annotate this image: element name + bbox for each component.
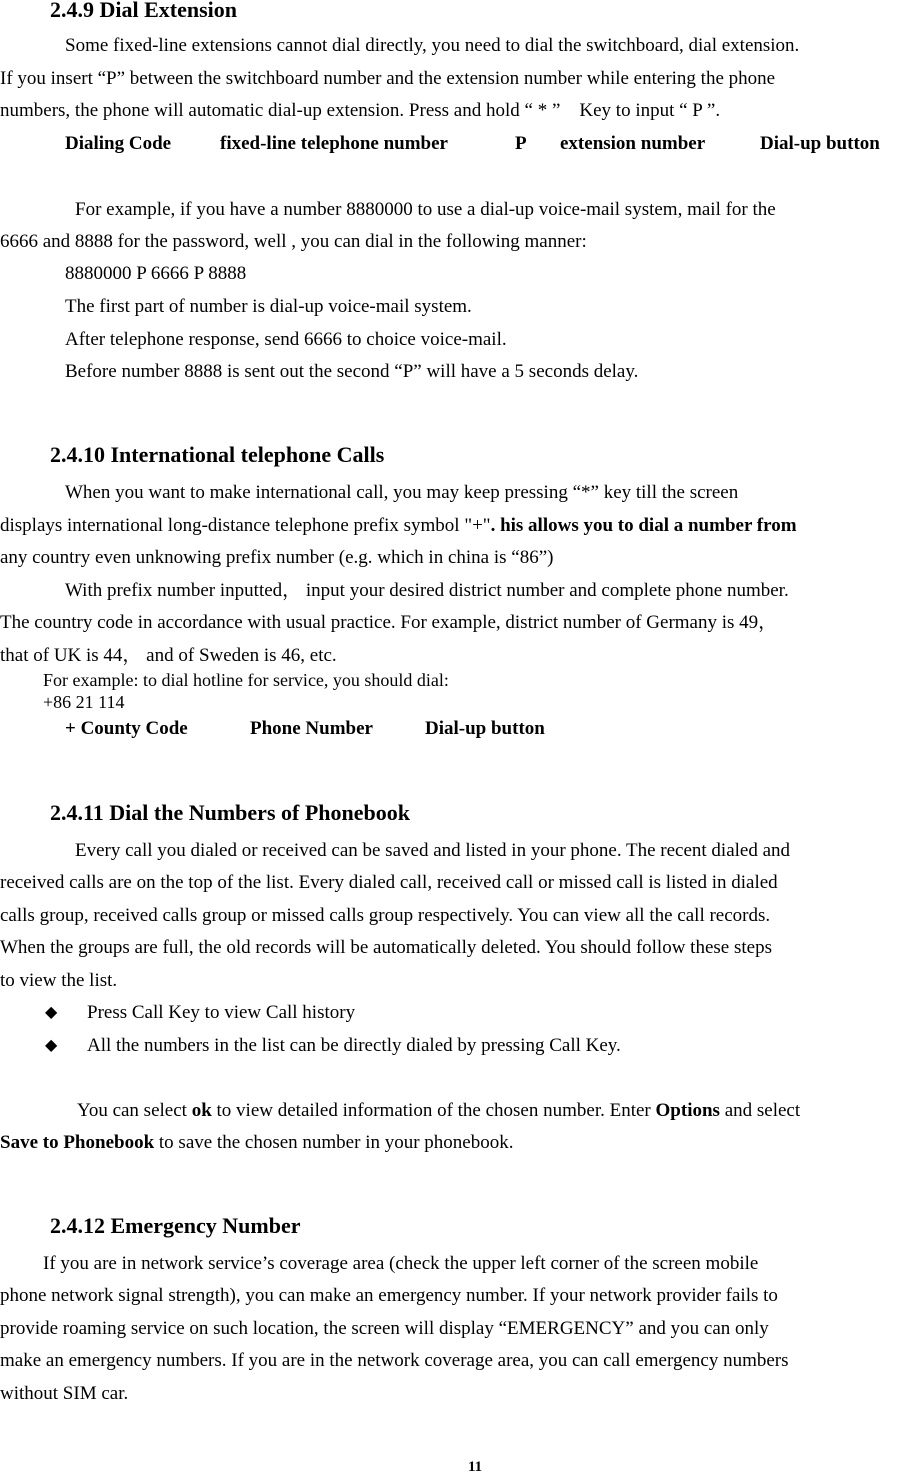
example-paragraph-line: For example, if you have a number 8880000 to use a dial-up voice-mail system, mail for the bbox=[75, 199, 776, 220]
dial-sequence-dialing-code: Dialing Code bbox=[65, 133, 172, 154]
example-explanation-line: The first part of number is dial-up voice-mail system. bbox=[65, 296, 472, 317]
phonebook-text: You can select bbox=[77, 1100, 192, 1121]
international-paragraph-line: any country even unknowing prefix number (e.g. which in china is “86”) bbox=[0, 547, 554, 568]
options-label: Options bbox=[655, 1100, 720, 1121]
emergency-paragraph-line: phone network signal strength), you can make an emergency number. If your network provider fails to bbox=[0, 1285, 778, 1306]
phonebook-text: to view detailed information of the chosen number. Enter bbox=[211, 1100, 656, 1121]
ok-label: ok bbox=[191, 1100, 212, 1121]
dial-sequence-p: P bbox=[515, 133, 527, 154]
list-item: All the numbers in the list can be directly dialed by pressing Call Key. bbox=[87, 1035, 621, 1056]
section-title-emergency-number: 2.4.12 Emergency Number bbox=[50, 1213, 301, 1238]
phonebook-paragraph-line: received calls are on the top of the list. Every dialed call, received call or missed call is listed in dialed bbox=[0, 872, 778, 893]
intl-sequence-country-code: + County Code bbox=[65, 718, 188, 739]
international-paragraph-line: that of UK is 44， and of Sweden is 46, etc. bbox=[0, 645, 337, 666]
section-title-phonebook: 2.4.11 Dial the Numbers of Phonebook bbox=[50, 800, 410, 825]
phonebook-text: and select bbox=[719, 1100, 801, 1121]
save-to-phonebook-label: Save to Phonebook bbox=[0, 1132, 155, 1153]
emergency-paragraph-line: without SIM car. bbox=[0, 1383, 129, 1404]
dial-extension-paragraph-line: numbers, the phone will automatic dial-up extension. Press and hold “ * ” Key to input “ P ”. bbox=[0, 100, 721, 121]
phonebook-paragraph-line: When the groups are full, the old records will be automatically deleted. You should follow these steps bbox=[0, 937, 772, 958]
phonebook-options-line bbox=[77, 1099, 800, 1123]
example-paragraph-line: 6666 and 8888 for the password, well , you can dial in the following manner: bbox=[0, 231, 587, 252]
dial-sequence-extension-number: extension number bbox=[560, 133, 706, 154]
international-paragraph-line: The country code in accordance with usual practice. For example, district number of Germany is 49， bbox=[0, 612, 778, 633]
international-paragraph-line: With prefix number inputted， input your desired district number and complete phone number. bbox=[65, 580, 789, 601]
section-title-international-calls: 2.4.10 International telephone Calls bbox=[50, 442, 385, 467]
emergency-paragraph-line: If you are in network service’s coverage area (check the upper left corner of the screen mobile bbox=[43, 1253, 759, 1274]
dial-extension-paragraph-line: If you insert “P” between the switchboard number and the extension number while entering the phone bbox=[0, 68, 776, 89]
international-paragraph-text: displays international long-distance telephone prefix symbol "+" bbox=[0, 515, 491, 536]
intl-sequence-phone-number: Phone Number bbox=[250, 718, 373, 739]
dial-extension-paragraph-line: Some fixed-line extensions cannot dial directly, you need to dial the switchboard, dial extension. bbox=[65, 35, 800, 56]
phonebook-options-line bbox=[0, 1131, 513, 1155]
section-title-dial-extension: 2.4.9 Dial Extension bbox=[50, 0, 238, 22]
phonebook-paragraph-line: Every call you dialed or received can be saved and listed in your phone. The recent dialed and bbox=[75, 840, 791, 861]
example-explanation-line: Before number 8888 is sent out the second “P” will have a 5 seconds delay. bbox=[65, 361, 639, 382]
dial-sequence-dial-up-button: Dial-up button bbox=[760, 133, 880, 154]
intl-sequence-dial-up-button: Dial-up button bbox=[425, 718, 545, 739]
international-paragraph-text: . his allows you to dial a number from bbox=[490, 515, 797, 536]
phonebook-paragraph-line: calls group, received calls group or missed calls group respectively. You can view all the call records. bbox=[0, 905, 771, 926]
international-paragraph-line: When you want to make international call, you may keep pressing “*” key till the screen bbox=[65, 482, 739, 503]
hotline-example-text: For example: to dial hotline for service, you should dial: bbox=[43, 670, 449, 690]
diamond-bullet-icon: ◆ bbox=[45, 1037, 58, 1054]
phonebook-text: to save the chosen number in your phonebook. bbox=[154, 1132, 514, 1153]
hotline-example-number: +86 21 114 bbox=[43, 692, 125, 712]
dial-sequence-fixed-line: fixed-line telephone number bbox=[220, 133, 448, 154]
list-item: Press Call Key to view Call history bbox=[87, 1002, 356, 1023]
phonebook-paragraph-line: to view the list. bbox=[0, 970, 118, 991]
example-dial-string: 8880000 P 6666 P 8888 bbox=[65, 263, 247, 284]
example-explanation-line: After telephone response, send 6666 to choice voice-mail. bbox=[65, 329, 507, 350]
international-paragraph-line bbox=[0, 514, 797, 538]
diamond-bullet-icon: ◆ bbox=[45, 1004, 58, 1021]
page-number: 11 bbox=[468, 1459, 483, 1475]
emergency-paragraph-line: make an emergency numbers. If you are in the network coverage area, you can call emergency numbers bbox=[0, 1350, 789, 1371]
emergency-paragraph-line: provide roaming service on such location, the screen will display “EMERGENCY” and you can only bbox=[0, 1318, 769, 1339]
